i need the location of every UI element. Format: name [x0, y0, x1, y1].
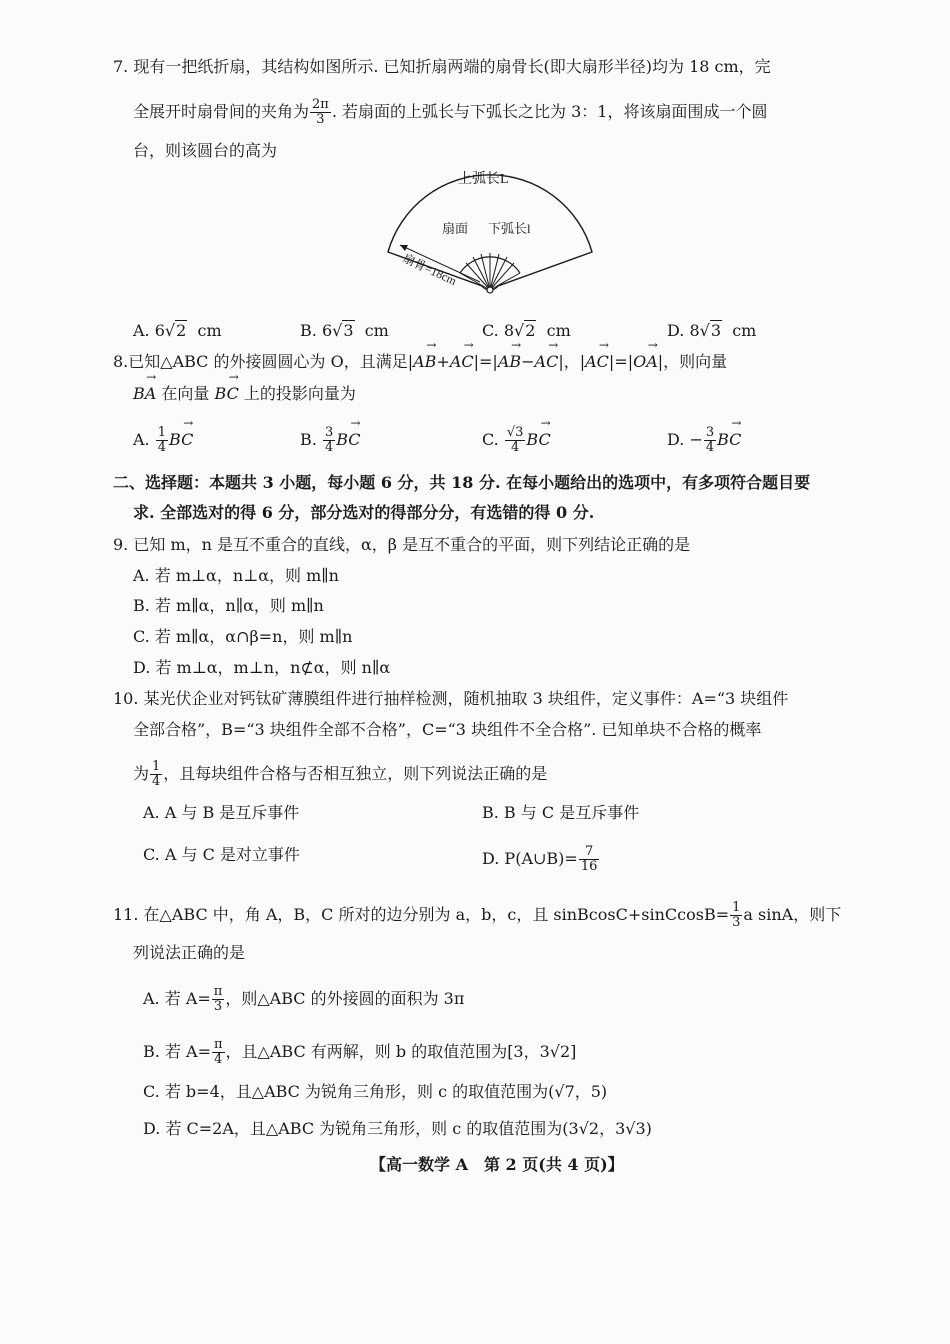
q11-option-b: B. 若 A= $\frac{\pi}{4}$ ，且△ABC 有两解，则 b 的取值范围为[3，3√2] — [143, 1037, 577, 1067]
q8-line2: → BA 在向量 → BC 上的投影向量为 — [133, 384, 356, 404]
section2-heading-cont: 求. 全部选对的得 6 分，部分选对的得部分分，有选错的得 0 分. — [133, 503, 595, 522]
q10-option-a: A. A 与 B 是互斥事件 — [143, 803, 300, 822]
q11-line1: 11. 在△ABC 中，角 A，B，C 所对的边分别为 a，b，c，且 sinBcosC+sinCcosB= $\frac{1}{3}$ a sinA，则下 — [113, 900, 842, 930]
q10-line3: 为 $\frac{1}{4}$ ，且每块组件合格与否相互独立，则下列说法正确的是 — [133, 759, 548, 789]
q7-line2-text-b: . 若扇面的上弧长与下弧长之比为 3：1，将该扇面围成一个圆 — [331, 102, 768, 121]
q9-option-c: C. 若 m∥α，α∩β=n，则 m∥n — [133, 627, 353, 646]
frac-denominator: 3 — [316, 112, 325, 127]
q9-option-d: D. 若 m⊥α，m⊥n，n⊄α，则 n∥α — [133, 658, 391, 677]
q7-line1: 7. 现有一把纸折扇，其结构如图所示. 已知折扇两端的扇骨长(即大扇形半径)均为 18 cm，完 — [113, 57, 771, 76]
q10-option-b: B. B 与 C 是互斥事件 — [482, 803, 640, 822]
page-footer: 【高一数学 A 第 2 页(共 4 页)】 — [370, 1155, 624, 1174]
section2-heading: 二、选择题：本题共 3 小题，每小题 6 分，共 18 分. 在每小题给出的选项中，有多项符合题目要 — [113, 473, 811, 492]
fan-ribs — [460, 253, 520, 290]
fig-upper-arc-label: 上弧长L — [458, 172, 509, 187]
q9-option-a: A. 若 m⊥α，n⊥α，则 m∥n — [133, 566, 339, 585]
q8-option-b: B. $\frac{3}{4}$ → BC — [300, 426, 361, 455]
q11-option-a: A. 若 A= $\frac{\pi}{3}$ ，则△ABC 的外接圆的面积为 3π — [143, 984, 465, 1014]
q11-option-c: C. 若 b=4，且△ABC 为锐角三角形，则 c 的取值范围为(√7，5) — [143, 1082, 608, 1101]
q7-option-c: C. 8√2 cm — [482, 321, 571, 340]
q11-line2: 列说法正确的是 — [133, 943, 246, 962]
fig-face-label: 扇面 — [442, 221, 469, 236]
q8-option-d: D. − $\frac{3}{4}$ → BC — [667, 426, 741, 455]
q10-option-c: C. A 与 C 是对立事件 — [143, 845, 300, 864]
folding-fan-figure — [380, 165, 600, 305]
q7-option-a: A. 6√2 cm — [133, 321, 222, 340]
q11-option-d: D. 若 C=2A，且△ABC 为锐角三角形，则 c 的取值范围为(3√2，3√3) — [143, 1119, 652, 1138]
q9-option-b: B. 若 m∥α，n∥α，则 m∥n — [133, 596, 324, 615]
q10-line2: 全部合格”，B=“3 块组件全部不合格”，C=“3 块组件不全合格”. 已知单块不合格的概率 — [133, 720, 762, 739]
q7-line3: 台，则该圆台的高为 — [133, 141, 278, 160]
q10-option-d: D. P(A∪B)= $\frac{7}{16}$ — [482, 844, 598, 874]
fig-bone-label: 扇骨=18cm — [400, 251, 459, 288]
q7-angle-fraction — [310, 98, 331, 127]
q10-prob-fraction: $\frac{1}{4}$ — [152, 759, 161, 789]
fig-lower-arc-label: 下弧长l — [488, 221, 531, 236]
q8-line1: 8.已知△ABC 的外接圆圆心为 O，且满足|→ AB+→ AC|=|→ AB−→ AC|，|→ AC|=|→ OA|，则向量 — [113, 352, 727, 372]
q7-line2 — [133, 98, 767, 127]
q9-stem: 9. 已知 m，n 是互不重合的直线，α，β 是互不重合的平面，则下列结论正确的是 — [113, 535, 691, 554]
q8-option-c: C. $\frac{√3}{4}$ → BC — [482, 426, 551, 455]
q10-line1: 10. 某光伏企业对钙钛矿薄膜组件进行抽样检测，随机抽取 3 块组件，定义事件：A=“3 块组件 — [113, 689, 789, 708]
q7-line2-text: 全展开时扇骨间的夹角为 — [133, 102, 310, 121]
q7-option-b: B. 6√3 cm — [300, 321, 389, 340]
q7-option-d: D. 8√3 cm — [667, 321, 757, 340]
q8-option-a: A. $\frac{1}{4}$ → BC — [133, 426, 193, 455]
frac-numerator: 2π — [312, 97, 329, 112]
